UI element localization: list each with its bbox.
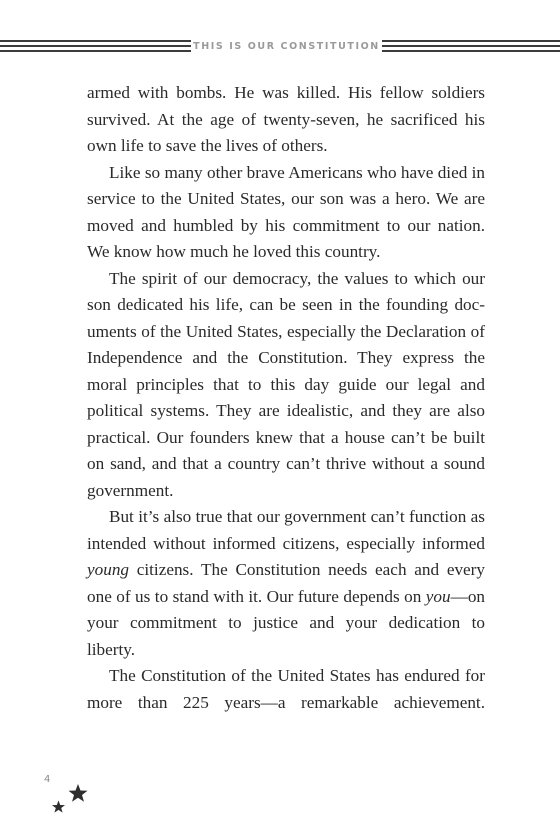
emphasized-text: young: [87, 560, 130, 579]
running-header: [0, 36, 560, 58]
paragraph-text: The Constitution of the United States has endured for more than 225 years—a remarkable achievement.: [87, 666, 485, 712]
paragraph-text: The spirit of our democracy, the values to which our son dedicated his life, can be seen in the founding documents of the United States, especially the Declaration of Independence and the Constitution. They express the moral principles that to this day guide our legal and political systems. They are idealistic, and they are also practical. Our founders knew that a house can’t be built on sand, and that a country can’t thrive without a sound government.: [87, 268, 485, 500]
small-star-icon: [52, 801, 65, 813]
paragraph-text: But it’s also true that our government can’t function as intended without informed citizens, especially informed: [87, 507, 485, 553]
paragraph: [87, 266, 485, 505]
two-stars-icon: [48, 782, 90, 816]
paragraph-text: citizens. The Constitution needs each and every one of us to stand with it. Our future depends on: [87, 560, 485, 606]
emphasized-text: you: [425, 586, 451, 606]
header-rule-left: [0, 40, 191, 54]
page-number: 4: [44, 774, 51, 785]
body-text: [87, 80, 485, 716]
paragraph-text: armed with bombs. He was killed. His fellow soldiers survived. At the age of twenty-seven, he sacrificed his own life to save the lives of others.: [87, 83, 485, 155]
paragraph: [87, 160, 485, 266]
paragraph: [87, 504, 485, 663]
paragraph: [87, 80, 485, 160]
header-rule-right: [382, 40, 560, 54]
running-header-title: THIS IS OUR CONSTITUTION: [193, 41, 380, 52]
paragraph-text: —on your commitment to justice and your dedication to liberty.: [87, 586, 485, 659]
large-star-icon: [69, 784, 88, 802]
paragraph-text: Like so many other brave Americans who have died in service to the United States, our son was a hero. We are moved and humbled by his commitment to our nation. We know how much he loved this country.: [87, 162, 485, 261]
paragraph: [87, 663, 485, 716]
